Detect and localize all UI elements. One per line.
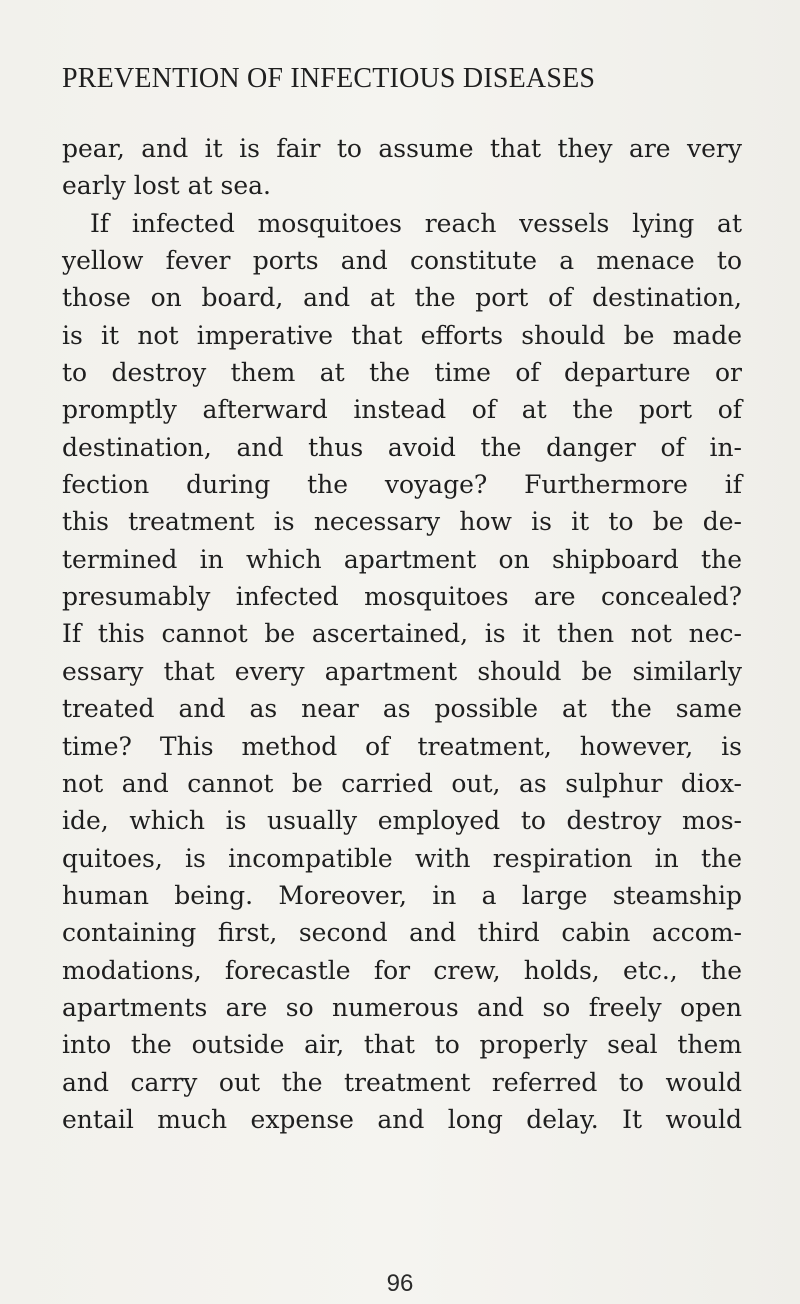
text-line: modations, forecastle for crew, holds, etc., the bbox=[62, 955, 742, 985]
text-line: apartments are so numerous and so freely open bbox=[62, 992, 742, 1022]
text-line: this treatment is necessary how is it to be de- bbox=[62, 507, 742, 537]
text-line: to destroy them at the time of departure or bbox=[62, 358, 742, 388]
text-line: not and cannot be carried out, as sulphur diox- bbox=[62, 768, 742, 798]
text-line: termined in which apartment on shipboard the bbox=[62, 544, 742, 574]
text-line: essary that every apartment should be similarly bbox=[62, 656, 742, 686]
text-line: and carry out the treatment referred to would bbox=[62, 1067, 742, 1097]
text-line: early lost at sea. bbox=[62, 171, 271, 201]
text-line: entail much expense and long delay. It would bbox=[62, 1104, 742, 1134]
text-line: If this cannot be ascertained, is it then not nec- bbox=[62, 619, 742, 649]
text-line: presumably infected mosquitoes are concealed? bbox=[62, 582, 742, 612]
text-line: destination, and thus avoid the danger of in- bbox=[62, 432, 742, 462]
page-number: 96 bbox=[386, 1270, 414, 1297]
text-line: pear, and it is fair to assume that they are very bbox=[62, 134, 742, 163]
text-line: ide, which is usually employed to destroy mos- bbox=[62, 806, 742, 836]
body-text bbox=[62, 130, 742, 1138]
text-line: into the outside air, that to properly seal them bbox=[62, 1030, 742, 1060]
running-head: PREVENTION OF INFECTIOUS DISEASES bbox=[62, 63, 596, 94]
text-line: fection during the voyage? Furthermore if bbox=[62, 470, 742, 500]
text-line: treated and as near as possible at the same bbox=[62, 694, 742, 724]
text-line: promptly afterward instead of at the port of bbox=[62, 395, 742, 425]
text-line: containing first, second and third cabin accom- bbox=[62, 918, 742, 948]
text-line: quitoes, is incompatible with respiration in the bbox=[62, 843, 742, 873]
text-line: If infected mosquitoes reach vessels lying at bbox=[90, 208, 742, 238]
text-line: those on board, and at the port of destination, bbox=[62, 283, 742, 313]
text-line: time? This method of treatment, however, is bbox=[62, 731, 742, 761]
text-line: human being. Moreover, in a large steamship bbox=[62, 880, 742, 910]
text-line: is it not imperative that efforts should be made bbox=[62, 320, 742, 350]
text-line: yellow fever ports and constitute a menace to bbox=[62, 246, 742, 276]
